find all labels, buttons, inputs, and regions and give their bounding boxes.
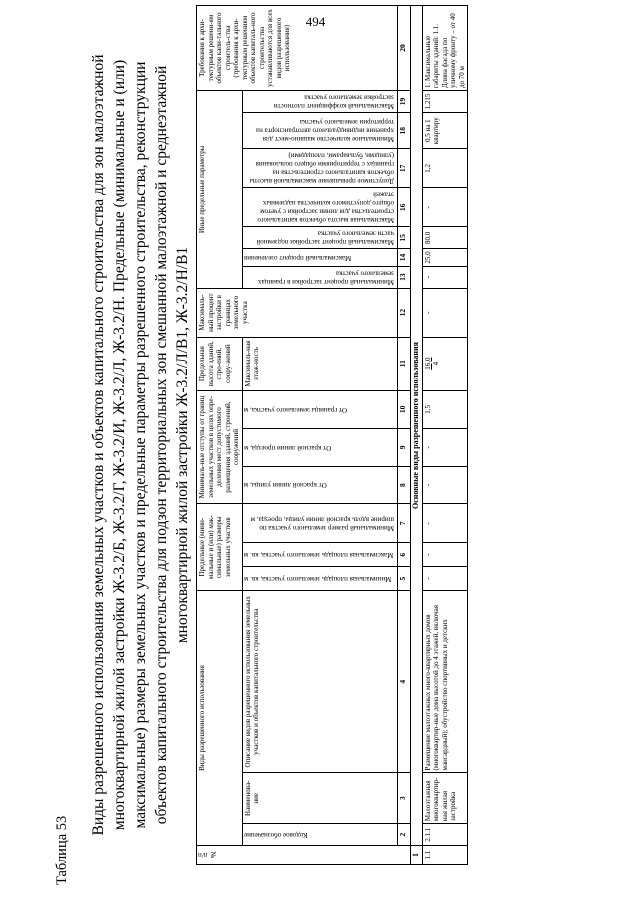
colnum-19: 19 [398,91,411,113]
col-offsets-header: Минималь-ные отступы от границ земельных участков в целях опре-деления мест допустимого размещения зданий, строений, сооружений [197,390,243,504]
col9-header: От красной линии проезда, м [242,429,398,467]
col10-header: От границы земельного участка, м [242,390,398,428]
row-c10: 1,5 [422,390,468,428]
page-number: 494 [305,14,326,29]
colnum-20: 20 [398,6,411,91]
col-no-header: № п/п [197,846,411,865]
row-name: Малоэтажная многоквартир-ная жилая застройка [422,773,468,824]
colnum-15: 15 [398,227,411,249]
table-row [422,6,468,865]
row-c11-height: 16,0 [423,357,432,370]
col8-header: От красной линии улицы, м [242,466,398,504]
row-c11 [422,337,468,390]
col12-header: Максималь-ный процент застройки в границах земельного участка [197,288,398,337]
col-code-header: Кодовое обозначение [242,824,398,846]
row-c19: 1,215 [422,91,468,113]
row-c18: 0,5 на 1 квартиру [422,113,468,149]
colnum-6: 6 [398,543,411,567]
header-row-1 [197,6,243,865]
row-c11-floors: 4 [432,361,440,366]
row-c17: 1,2 [422,149,468,188]
colnum-12: 12 [398,288,411,337]
table-caption: Таблица 53 [54,815,70,885]
row-c20: 1. Максимальные габариты зданий: 1.1. Длина фасада по уличному фронту – от 40 до 70 м [422,6,468,91]
colnum-8: 8 [398,466,411,504]
col18-header: Минимальное количество машино-мест для хранения индивидуального автотранспорта на территории земельного участка [242,113,398,149]
col14-header: Максимальный процент озеленения [242,249,398,266]
column-numbers-row [398,6,411,865]
col-desc-header: Описание видов разрешенного использования земельных участков и объектов капитального строительства [242,591,398,773]
colnum-1: 1 [411,846,423,865]
row-c5: - [422,567,468,591]
colnum-3: 3 [398,773,411,824]
col13-header: Минимальный процент застройки в границах земельного участка [242,266,398,288]
row-c13: - [422,266,468,288]
col5-header: Минимальная площадь земельного участка, кв. м [242,567,398,591]
col7-header: Минимальный размер земельного участка по ширине вдоль красной линии улицы, проезда, м [242,504,398,543]
section-row [411,6,423,865]
colnum-2: 2 [398,824,411,846]
colnum-18: 18 [398,113,411,149]
col-other-header: Иные предельные параметры [197,91,243,289]
col11-header: Максималь-ная этаж-ность [242,337,398,390]
table-heading: Виды разрешенного использования земельных участков и объектов капитального строительства для зон малоэтажной многоквартирной жилой застройки Ж-3.2/Б, Ж-3.2/Г, Ж-3.2/И, Ж-3.2/Л, Ж-3.2/Н. Предельные (минимальные и (или) максимальные) размеры земельных участков и предельные параметры разрешенного строительства, реконструкции объектов капитального строительства для подзон территориальных зон смешанной малоэтажной и среднеэтажной многоквартирной жилой застройки Ж-3.2/Л/В1, Ж-3.2/Н/В1 [90,54,191,836]
col15-header: Максимальный процент застройки подземной части земельного участка [242,227,398,249]
colnum-7: 7 [398,504,411,543]
row-c9: - [422,429,468,467]
col-name-header: Наименова-ние [242,773,398,824]
col16-header: Максимальная высота объектов капитального строительства для линии застройки с учетом общего допустимого количества надземных этажей [242,188,398,227]
row-c15: 80,0 [422,227,468,249]
row-c8: - [422,466,468,504]
colnum-9: 9 [398,429,411,467]
colnum-10: 10 [398,390,411,428]
col-sizes-header: Предельные (мини-мальные и (или) мак-симальные) размеры земельных участков [197,504,243,591]
row-c16: - [422,188,468,227]
section-title: Основные виды разрешенного использования [411,6,423,846]
row-code: 2.1.1 [422,824,468,846]
col17-header: Допустимое превышение максимальной высоты объектов капитального строительства на границах с территориями общего пользования (улицами, бульварами, площадями) [242,149,398,188]
row-c6: - [422,543,468,567]
col6-header: Максимальная площадь земельного участка, кв. м [242,543,398,567]
colnum-17: 17 [398,149,411,188]
colnum-16: 16 [398,188,411,227]
col-height-header: Предельная высота зданий, стро-ений, соору-жений [197,337,243,390]
row-desc: Размещение малоэтажных много-квартирных домов (многоквартир-ные дома высотой до 4 этажей, включая мансардный); обустройство спортивных и детских [422,591,468,773]
row-c7: - [422,504,468,543]
col-kind-header: Виды разрешенного использования [197,591,243,846]
colnum-13: 13 [398,266,411,288]
col20-header: Требования к архи-тектурным решени-ям объектов капи-тального строитель-ства (требования к архи-тектурным решениям объектов капиталь-ного строительства устанавливаются для всех видов разрешенного использования) [197,6,398,91]
col19-header: Максимальный коэффициент плотности застройки земельного участка [242,91,398,113]
colnum-14: 14 [398,249,411,266]
rotated-page [48,5,608,885]
colnum-11: 11 [398,337,411,390]
row-c12: - [422,288,468,337]
row-c14: 25,0 [422,249,468,266]
colnum-5: 5 [398,567,411,591]
row-no: 1.1 [422,846,468,865]
colnum-4: 4 [398,591,411,773]
regulations-table [196,5,468,865]
